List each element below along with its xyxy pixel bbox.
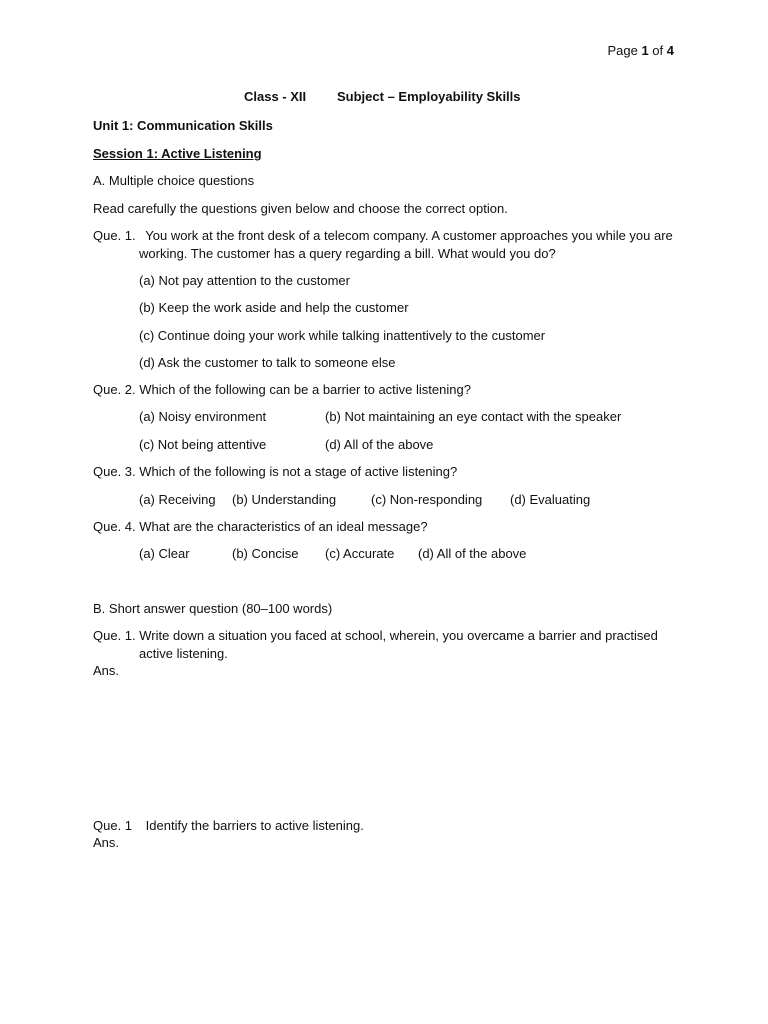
option-a: (a) Not pay attention to the customer xyxy=(139,273,350,288)
session-title: Session 1: Active Listening xyxy=(93,146,262,161)
question-text: Which of the following can be a barrier to active listening? xyxy=(139,382,471,397)
option-b: (b) Not maintaining an eye contact with the speaker xyxy=(325,409,622,424)
page-indicator xyxy=(607,42,674,60)
question-4 xyxy=(93,518,428,536)
question-number: Que. 1 xyxy=(93,818,133,833)
answer-label: Ans. xyxy=(93,835,120,850)
question-text: Write down a situation you faced at school, wherein, you overcame a barrier and practised xyxy=(139,628,658,643)
option-c: (c) Not being attentive xyxy=(139,437,267,452)
question-number: Que. 2. xyxy=(93,382,136,397)
page-middle: of xyxy=(648,43,667,58)
question-number: Que. 1. xyxy=(93,628,136,643)
section-a-heading: A. Multiple choice questions xyxy=(93,173,255,188)
page-prefix: Page xyxy=(607,43,642,58)
short-question-1 xyxy=(93,627,658,645)
option-b: (b) Understanding xyxy=(232,492,337,507)
option-b: (b) Concise xyxy=(232,546,299,561)
option-b: (b) Keep the work aside and help the customer xyxy=(139,300,409,315)
class-title: Class - XII xyxy=(244,89,307,104)
option-a: (a) Noisy environment xyxy=(139,409,267,424)
question-2 xyxy=(93,381,471,399)
question-text-continued: working. The customer has a query regarding a bill. What would you do? xyxy=(139,246,556,261)
option-c: (c) Accurate xyxy=(325,546,395,561)
option-d: (d) Evaluating xyxy=(510,492,591,507)
question-text: Which of the following is not a stage of active listening? xyxy=(139,464,458,479)
question-text: What are the characteristics of an ideal message? xyxy=(139,519,428,534)
section-b-heading: B. Short answer question (80–100 words) xyxy=(93,601,333,616)
question-text-continued: active listening. xyxy=(139,646,228,661)
subject-title: Subject – Employability Skills xyxy=(337,89,521,104)
question-1 xyxy=(93,227,673,245)
option-d: (d) Ask the customer to talk to someone else xyxy=(139,355,396,370)
question-number: Que. 1. xyxy=(93,228,136,243)
question-number: Que. 4. xyxy=(93,519,136,534)
page-current: 1 xyxy=(641,43,649,58)
short-question-2 xyxy=(93,817,364,835)
option-d: (d) All of the above xyxy=(325,437,434,452)
option-c: (c) Continue doing your work while talking inattentively to the customer xyxy=(139,328,546,343)
question-number: Que. 3. xyxy=(93,464,136,479)
option-c: (c) Non-responding xyxy=(371,492,483,507)
option-d: (d) All of the above xyxy=(418,546,527,561)
option-a: (a) Receiving xyxy=(139,492,216,507)
question-text: Identify the barriers to active listening. xyxy=(145,818,364,833)
question-text: You work at the front desk of a telecom company. A customer approaches you while you are xyxy=(145,228,673,243)
section-a-instruction: Read carefully the questions given below and choose the correct option. xyxy=(93,201,508,216)
question-3 xyxy=(93,463,457,481)
answer-label: Ans. xyxy=(93,663,120,678)
option-a: (a) Clear xyxy=(139,546,190,561)
unit-title: Unit 1: Communication Skills xyxy=(93,118,273,133)
page-total: 4 xyxy=(666,43,674,58)
